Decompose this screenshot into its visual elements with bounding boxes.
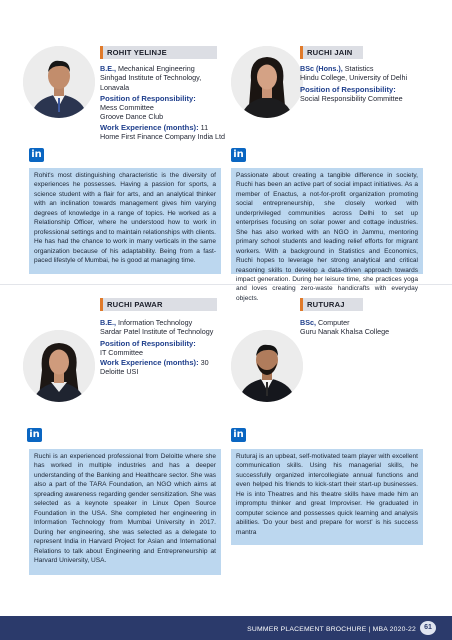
degree-line [100,318,230,327]
degree-abbrev: BSc (Hons.), [300,64,343,73]
linkedin-icon[interactable]: in [29,148,44,162]
position-label: Position of Responsibility: [300,84,396,94]
bio-text: Ruturaj is an upbeat, self-motivated team player with excellent communication skills. Using his managerial skills, he successfully organized intercollegiate annual functions and even helped his friends to kick-start their start-up businesses. He is into Theatres and his theatre skills have made him an impromptu thinker and great Improviser. He graduated in computer science and possesses quick learning and analysis abilities. 'Do your best and prepare for worst' is his success mantra [236,453,418,536]
profile-bio [29,168,221,274]
page-number: 61 [420,621,436,635]
experience-label: Work Experience (months): [100,122,199,132]
linkedin-icon[interactable]: in [231,148,246,162]
person-photo-icon [231,330,303,402]
bio-text: Passionate about creating a tangible difference in society, Ruchi has been an active part of social impact initiatives. As a member of Enactus, a not-for-profit organization promoting social entrepreneurship, she closely worked with underprivileged communities across Delhi to set up enterprises focusing on solar power and cottage industries. She has also worked with an NGO in Jammu, mentoring primary school students and leading relief efforts for migrant workers. With a background in Statistics and Economics, Ruchi hopes to leverage her strong analytical and critical reasoning skills to develop a data-driven approach towards impact generation. During her leisure time, she practices yoga and loves creating zero-waste handicrafts with everyday objects. [236,172,418,302]
profile-name: RUTURAJ [307,300,345,309]
profile-info [300,64,440,103]
profile-name: RUCHI PAWAR [107,300,163,309]
profile-photo-ruturaj [231,330,303,402]
experience-label: Work Experience (months): [100,358,199,368]
degree-abbrev: B.E., [100,318,116,327]
profile-bio [231,168,423,302]
linkedin-icon[interactable]: in [27,428,42,442]
institute: Hindu College, University of Delhi [300,73,408,83]
experience-line [100,358,230,367]
profile-photo-ruchi-jain [231,46,303,118]
profile-photo-rohit [23,46,95,118]
profile-photo-ruchi-pawar [23,330,95,402]
person-photo-icon [23,330,95,402]
experience-value: 11 [200,122,209,132]
person-photo-icon [23,46,95,118]
bio-text: Ruchi is an experienced professional from Deloitte where she has worked in multiple industries and has a deeper understanding of the Banking and Healthcare sector. She was also a part of the TARA Foundation, an NGO which aims at spreading awareness regarding gender sensitization. She was selected as a keynote speaker in Linux Open Source Foundation in the USA. She completed her engineering in Information Technology from Mumbai University in 2017. During her engineering, she was selected as a delegate to represent India in Harvard Project for Asian and International Relations to talk about Engineering and Entrepreneurship at Harvard University, USA. [34,453,216,564]
company: Deloitte USI [100,367,139,377]
degree-line [300,318,440,327]
name-tag [300,298,363,311]
degree-abbrev: BSc, [300,318,316,327]
degree-field: Mechanical Engineering [115,64,195,73]
person-photo-icon [231,46,303,118]
bio-text: Rohit's most distinguishing characteristic is the diversity of experiences he possesses. Having a passion for sports, a science student with a flair for arts, and an analytical thinker with an inclination towards management gives him varying degrees of knowledge in a range of topics. He worked as a Relationship Officer, where he understood how to work in professional settings and to maintain relationships with clients. He has had the chance to work in many verticals in the same organization because of his adaptability. Being from a fast-paced lifestyle of Mumbai, he is good at managing time. [34,172,216,265]
position-item: IT Committee [100,347,144,357]
experience-line [100,123,230,132]
footer-title: SUMMER PLACEMENT BROCHURE | MBA 2020-22 [247,626,416,633]
position-label: Position of Responsibility: [100,338,196,348]
profile-info [100,318,230,377]
position-item: Social Responsibility Committee [300,93,403,103]
profile-info [100,64,230,141]
position-label: Position of Responsibility: [100,93,196,103]
name-tag [100,298,217,311]
degree-field: Computer [315,318,350,327]
degree-abbrev: B.E., [100,64,116,73]
linkedin-icon[interactable]: in [231,428,246,442]
experience-value: 30 [200,358,209,368]
profile-bio [29,449,221,575]
degree-field: Information Technology [115,318,193,327]
position-item: Groove Dance Club [100,112,164,122]
institute: Guru Nanak Khalsa College [300,327,390,337]
profile-name: RUCHI JAIN [307,48,353,57]
name-tag [300,46,363,59]
section-divider [0,284,452,285]
profile-bio [231,449,423,545]
degree-field: Statistics [342,64,374,73]
institute-city: Lonavala [100,82,130,92]
profile-name: ROHIT YELINJE [107,48,167,57]
institute: Sinhgad Institute of Technology, [100,73,202,83]
degree-line [100,64,230,73]
position-item: Mess Committee [100,103,154,113]
profile-info [300,318,440,337]
company: Home First Finance Company India Ltd [100,132,226,142]
institute: Sardar Patel Institute of Technology [100,327,214,337]
degree-line [300,64,440,73]
name-tag [100,46,217,59]
